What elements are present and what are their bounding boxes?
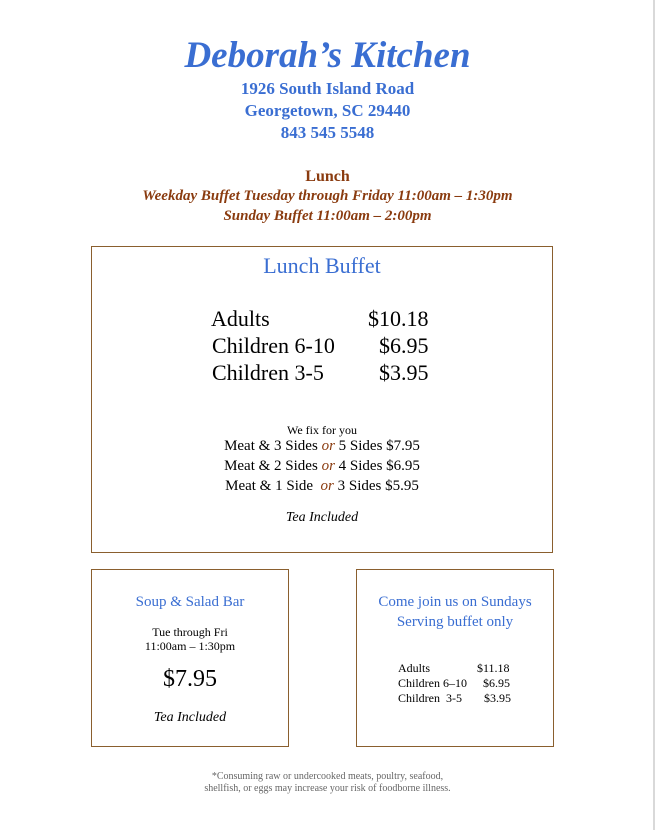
combo-left: Meat & 2 Sides <box>224 458 318 474</box>
buffet-price-value: $3.95 <box>379 360 429 385</box>
sunday-price-label: Children 3-5 <box>398 691 462 705</box>
combo-or: or <box>321 458 335 474</box>
address-line-1: 1926 South Island Road <box>240 79 415 98</box>
sunday-box <box>356 569 554 747</box>
soup-salad-hours: 11:00am – 1:30pm <box>144 639 236 653</box>
combo-left: Meat & 3 Sides <box>224 438 318 454</box>
buffet-price-label: Adults <box>211 306 270 331</box>
combo-right: 4 Sides $6.95 <box>338 458 420 474</box>
sunday-price-value: $6.95 <box>483 676 510 690</box>
combo-or: or <box>321 438 335 454</box>
soup-salad-price: $7.95 <box>163 666 217 692</box>
we-fix-heading: We fix for you <box>286 423 357 437</box>
buffet-tea-note: Tea Included <box>285 510 359 525</box>
combo-right: 3 Sides $5.95 <box>337 478 419 494</box>
sunday-title-line-2: Serving buffet only <box>396 614 514 630</box>
health-disclaimer-line-1: *Consuming raw or undercooked meats, poultry, seafood, <box>211 771 444 782</box>
combo-row <box>92 458 552 475</box>
combo-right: 5 Sides $7.95 <box>338 438 420 454</box>
weekday-hours: Weekday Buffet Tuesday through Friday 11:00am – 1:30pm <box>142 188 513 204</box>
sunday-hours: Sunday Buffet 11:00am – 2:00pm <box>223 208 432 224</box>
combo-or: or <box>320 478 334 494</box>
buffet-price-value: $6.95 <box>379 333 429 358</box>
restaurant-title: Deborah’s Kitchen <box>184 35 471 76</box>
soup-tea-note: Tea Included <box>153 710 227 725</box>
combo-row <box>92 438 552 455</box>
sunday-price-value: $3.95 <box>484 691 511 705</box>
sunday-price-label: Adults <box>398 661 431 675</box>
address-line-2: Georgetown, SC 29440 <box>244 101 411 120</box>
soup-salad-days: Tue through Fri <box>152 625 228 639</box>
combo-left: Meat & 1 Side <box>225 478 314 494</box>
soup-salad-box <box>91 569 289 747</box>
phone-number: 843 545 5548 <box>280 123 375 142</box>
combo-row <box>92 478 552 495</box>
health-disclaimer-line-2: shellfish, or eggs may increase your risk of foodborne illness. <box>204 783 451 794</box>
sunday-title-line-1: Come join us on Sundays <box>378 594 532 610</box>
lunch-buffet-title: Lunch Buffet <box>263 253 381 278</box>
lunch-heading: Lunch <box>305 168 350 185</box>
buffet-price-label: Children 3-5 <box>212 360 324 385</box>
buffet-price-label: Children 6-10 <box>212 333 335 358</box>
buffet-price-value: $10.18 <box>368 306 429 331</box>
sunday-price-value: $11.18 <box>477 661 510 675</box>
sunday-price-label: Children 6–10 <box>398 676 467 690</box>
lunch-buffet-box <box>91 246 553 553</box>
soup-salad-title: Soup & Salad Bar <box>135 594 245 610</box>
